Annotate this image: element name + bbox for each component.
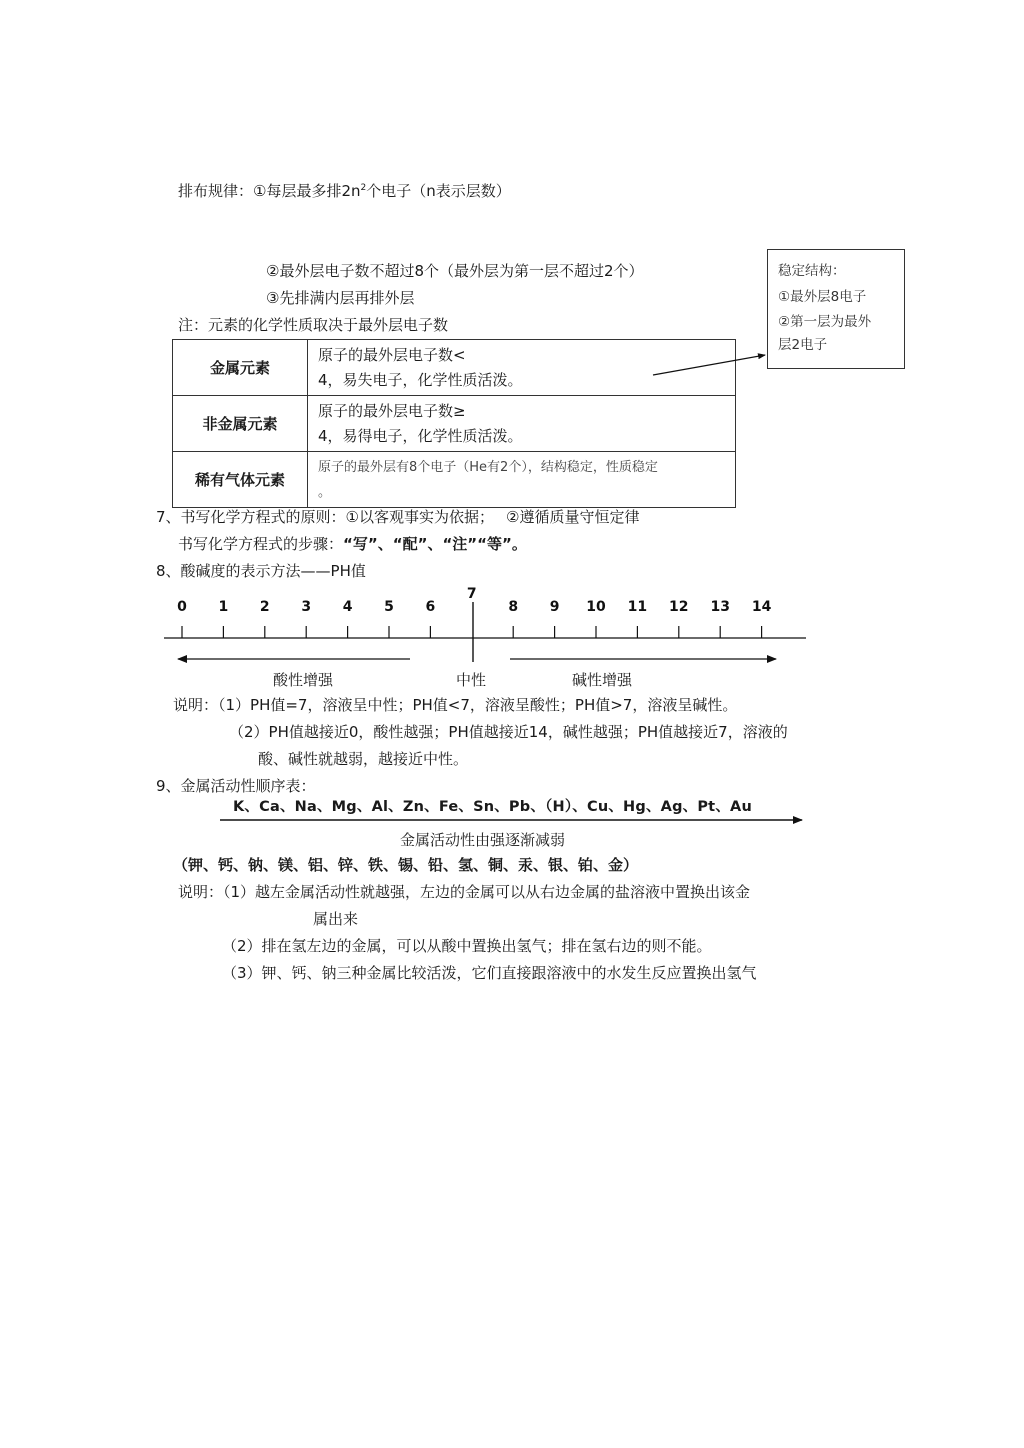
ph-tick-label: 0: [177, 599, 187, 615]
ph-note-2-cont: 酸、碱性就越弱，越接近中性。: [258, 750, 469, 768]
ph-tick-label: 1: [218, 599, 229, 615]
metal-chinese-names: （钾、钙、钠、镁、铝、锌、铁、锡、铅、氢、铜、汞、银、铂、金）: [173, 856, 639, 874]
rule-item-1: ①每层最多排$2n^2$个电子（n表示层数）: [253, 182, 511, 200]
rule-item-2: ②最外层电子数不超过8个（最外层为第一层不超过2个）: [266, 262, 644, 280]
rule-note: 注：元素的化学性质取决于最外层电子数: [178, 316, 449, 334]
metal-arrow-label: 金属活动性由强逐渐减弱: [400, 831, 566, 849]
stable-box-line-3: 层2电子: [778, 337, 828, 353]
ph-note-2: （2）PH值越接近0，酸性越强；PH值越接近14，碱性越强；PH值越接近7，溶液的: [229, 723, 788, 741]
element-type-cell: 稀有气体元素: [173, 452, 308, 508]
metal-note-1-cont: 属出来: [313, 910, 359, 928]
neutral-label: 中性: [456, 671, 487, 689]
ph-note-1: 说明：（1）PH值=7，溶液呈中性；PH值<7，溶液呈酸性；PH值>7，溶液呈碱性。: [173, 696, 738, 714]
stable-box-line-2: ②第一层为最外: [778, 314, 872, 330]
ph-tick-label: 2: [259, 599, 270, 615]
element-desc-cell: 原子的最外层电子数< 4，易失电子，化学性质活泼。: [308, 340, 736, 396]
metal-note-1: 说明：（1）越左金属活动性就越强，左边的金属可以从右边金属的盐溶液中置换出该金: [178, 883, 751, 901]
ph-tick-label: 11: [627, 599, 648, 615]
element-desc-cell: 原子的最外层电子数≥ 4，易得电子，化学性质活泼。: [308, 396, 736, 452]
ph-tick-label: 6: [425, 599, 436, 615]
element-desc-cell: 原子的最外层有8个电子（He有2个），结构稳定，性质稳定 。: [308, 452, 736, 508]
metal-note-2: （2）排在氢左边的金属，可以从酸中置换出氢气；排在氢右边的则不能。: [222, 937, 712, 955]
section7-line-2: 书写化学方程式的步骤：“写”、“配”、“注”“等”。: [178, 535, 527, 553]
ph-tick-label: 9: [549, 599, 560, 615]
ph-tick-label: 13: [710, 599, 730, 615]
metal-note-3: （3）钾、钙、钠三种金属比较活泼，它们直接跟溶液中的水发生反应置换出氢气: [222, 964, 757, 982]
ph-tick-label: 12: [669, 599, 689, 615]
ph-tick-label: 14: [751, 599, 772, 615]
stable-box-title: 稳定结构：: [778, 263, 846, 279]
ph-tick-label: 7: [466, 586, 477, 602]
section8-title: 8、酸碱度的表示方法——PH值: [156, 562, 366, 580]
ph-tick-label: 4: [342, 599, 353, 615]
section7-line-1: 7、书写化学方程式的原则：①以客观事实为依据； ②遵循质量守恒定律: [156, 508, 640, 526]
pointer-arrow: [653, 355, 765, 375]
ph-tick-label: 10: [586, 599, 606, 615]
ph-tick-label: 3: [301, 599, 312, 615]
ph-tick-label: 8: [508, 599, 519, 615]
rule-item-3: ③先排满内层再排外层: [266, 289, 415, 307]
element-type-cell: 非金属元素: [173, 396, 308, 452]
stable-box-line-1: ①最外层8电子: [778, 289, 867, 305]
ph-tick-label: 5: [384, 599, 394, 615]
metal-sequence: K、Ca、Na、Mg、Al、Zn、Fe、Sn、Pb、（H）、Cu、Hg、Ag、Pt、Au: [233, 799, 752, 815]
rule-intro: 排布规律：: [178, 182, 254, 200]
section9-title: 9、金属活动性顺序表：: [156, 777, 316, 795]
element-type-cell: 金属元素: [173, 340, 308, 396]
acid-label: 酸性增强: [273, 671, 334, 689]
base-label: 碱性增强: [572, 671, 633, 689]
